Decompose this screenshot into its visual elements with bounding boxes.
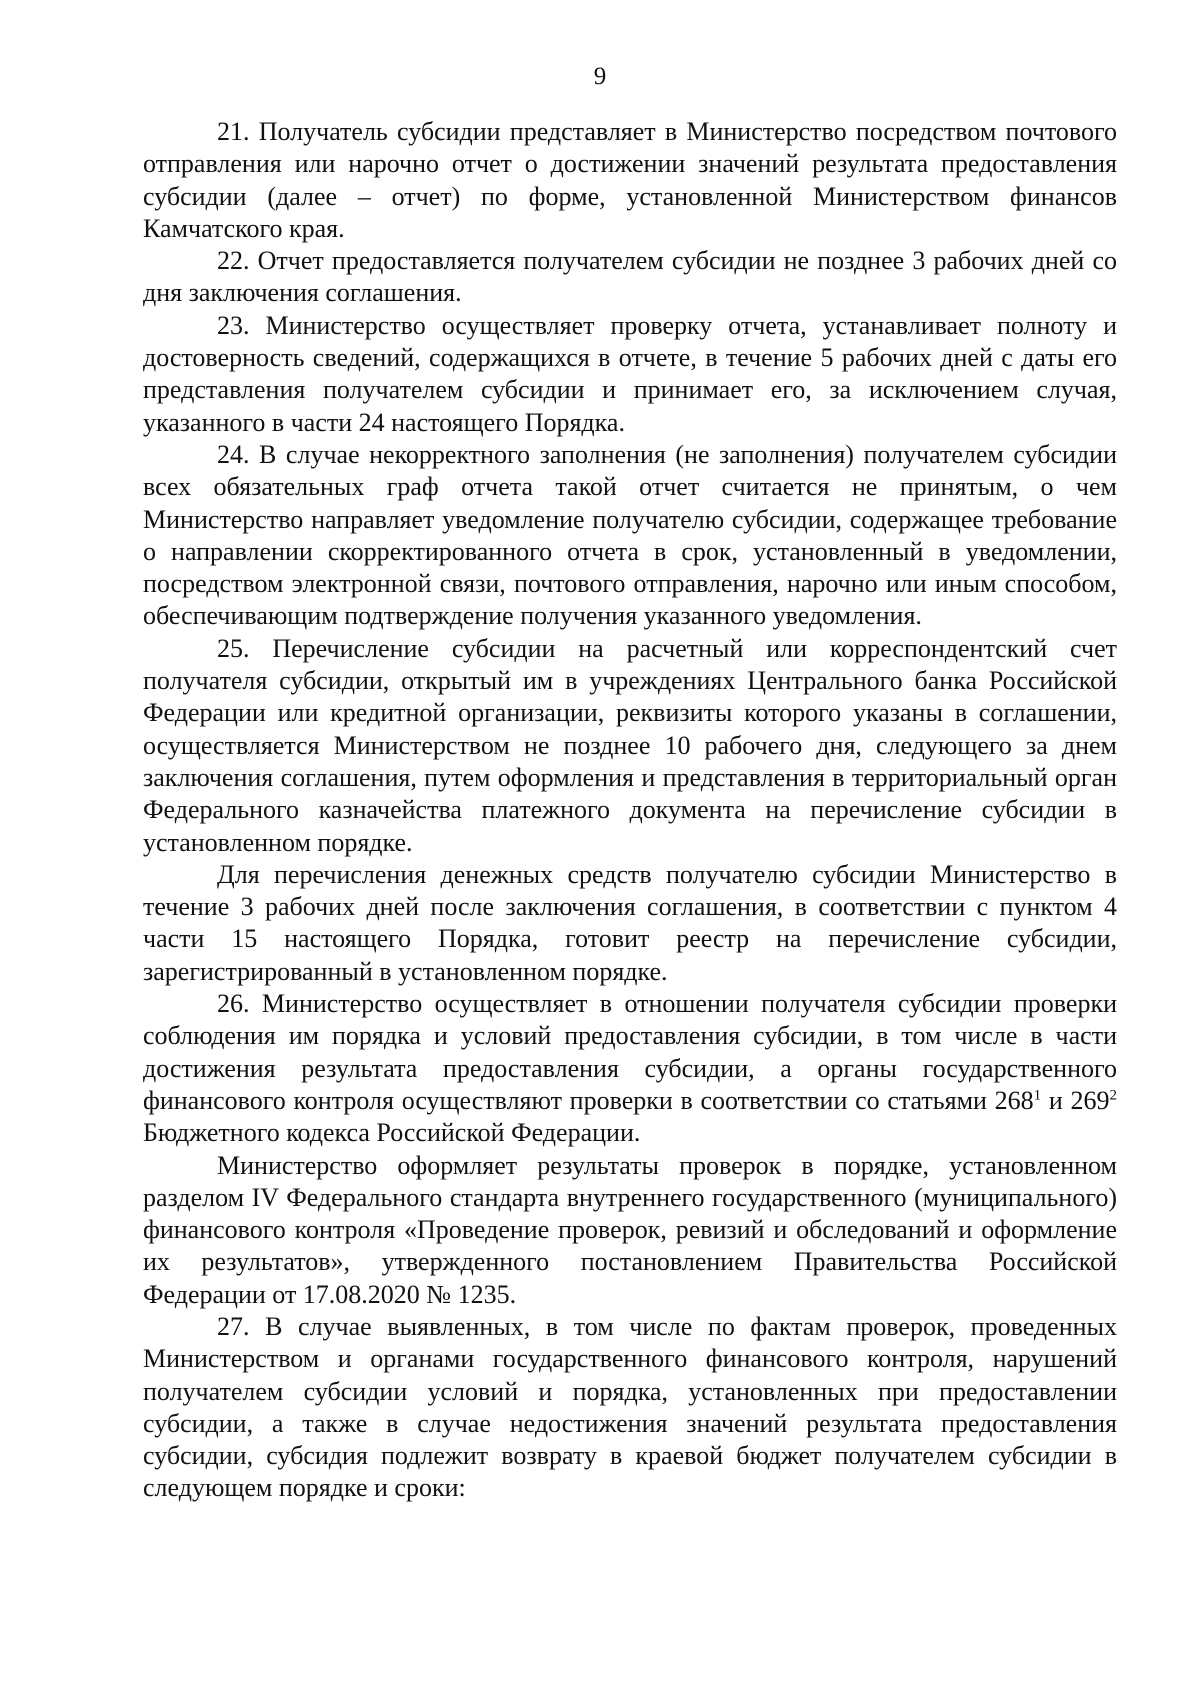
paragraph-26-text-2: и 269 — [1041, 1085, 1110, 1115]
paragraph-27: 27. В случае выявленных, в том числе по фактам проверок, проведенных Министерством и органами государственного финансового контроля, нарушений получателем субсидии условий и порядка, установленных при предоставлении субсидии, а также в случае недостижения значений результата предоставления субсидии, субсидия подлежит возврату в краевой бюджет получателем субсидии в следующем порядке и сроки: — [143, 1311, 1117, 1503]
paragraph-24: 24. В случае некорректного заполнения (не заполнения) получателем субсидии всех обязательных граф отчета такой отчет считается не принятым, о чем Министерство направляет уведомление получателю субсидии, содержащее требование о направлении скорректированного отчета в срок, установленный в уведомлении, посредством электронной связи, почтового отправления, нарочно или иным способом, обеспечивающим подтверждение получения указанного уведомления. — [143, 439, 1117, 631]
paragraph-21: 21. Получатель субсидии представляет в Министерство посредством почтового отправления или нарочно отчет о достижении значений результата предоставления субсидии (далее – отчет) по форме, установленной Министерством финансов Камчатского края. — [143, 117, 1117, 243]
document-body — [143, 116, 1117, 1505]
page-number: 9 — [593, 63, 607, 90]
superscript-2: 2 — [1109, 1087, 1117, 1104]
paragraph-26-text-3: Бюджетного кодекса Российской Федерации. — [143, 1118, 641, 1148]
paragraph-26 — [143, 988, 1117, 1149]
paragraph-25: 25. Перечисление субсидии на расчетный или корреспондентский счет получателя субсидии, открытый им в учреждениях Центрального банка Российской Федерации или кредитной организации, реквизиты которого указаны в соглашении, осуществляется Министерством не позднее 10 рабочего дня, следующего за днем заключения соглашения, путем оформления и представления в территориальный орган Федерального казначейства платежного документа на перечисление субсидии в установленном порядке. — [143, 633, 1117, 857]
paragraph-23: 23. Министерство осуществляет проверку отчета, устанавливает полноту и достоверность сведений, содержащихся в отчете, в течение 5 рабочих дней с даты его представления получателем субсидии и принимает его, за исключением случая, указанного в части 24 настоящего Порядка. — [143, 310, 1117, 437]
paragraph-26-continued: Министерство оформляет результаты проверок в порядке, установленном разделом IV Федерального стандарта внутреннего государственного (муниципального) финансового контроля «Проведение проверок, ревизий и обследований и оформление их результатов», утвержденного постановлением Правительства Российской Федерации от 17.08.2020 № 1235. — [143, 1150, 1117, 1309]
paragraph-26-text-1: 26. Министерство осуществляет в отношении получателя субсидии проверки соблюдения им порядка и условий предоставления субсидии, в том числе в части достижения результата предоставления субсидии, а органы государственного финансового контроля осуществляют проверки в соответствии со статьями 268 — [143, 989, 1117, 1115]
superscript-1: 1 — [1033, 1087, 1042, 1104]
paragraph-22: 22. Отчет предоставляется получателем субсидии не позднее 3 рабочих дней со дня заключения соглашения. — [143, 246, 1117, 308]
paragraph-25-continued: Для перечисления денежных средств получателю субсидии Министерство в течение 3 рабочих дней после заключения соглашения, в соответствии с пунктом 4 части 15 настоящего Порядка, готовит реестр на перечисление субсидии, зарегистрированный в установленном порядке. — [143, 859, 1117, 986]
